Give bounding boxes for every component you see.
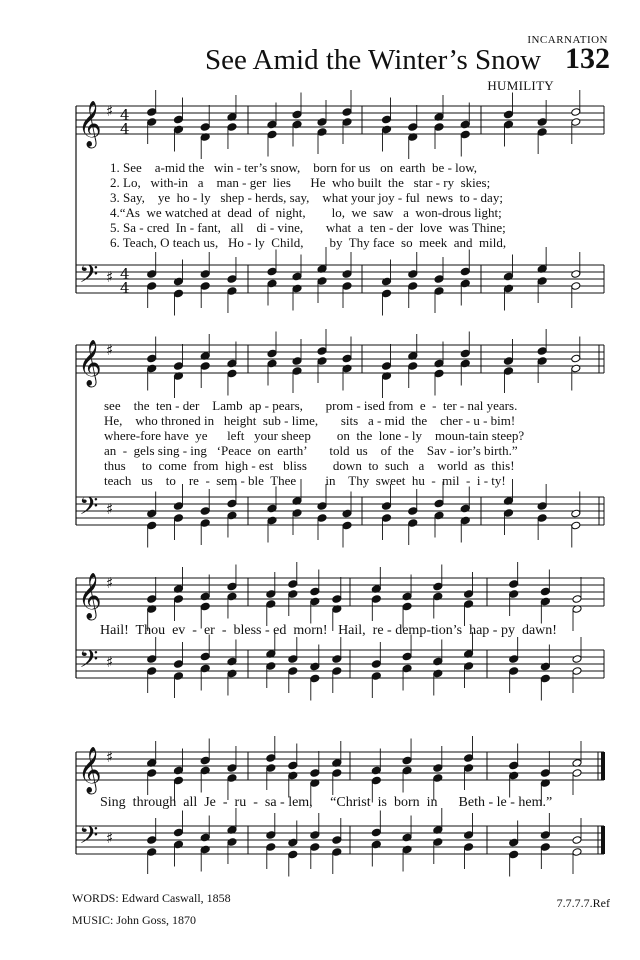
notehead: [381, 289, 391, 298]
notehead: [173, 514, 183, 523]
verse-line: see the ten - der Lamb ap - pears, prom - ised from e - ter - nal years.: [104, 398, 518, 413]
notehead: [464, 764, 474, 773]
notehead: [288, 761, 298, 770]
notehead: [292, 509, 302, 518]
notehead: [332, 848, 342, 857]
notehead: [200, 833, 210, 842]
notehead: [540, 662, 550, 671]
notehead: [317, 277, 327, 286]
notehead: [147, 667, 157, 676]
notehead: [509, 590, 519, 599]
notehead: [433, 657, 443, 666]
notehead: [509, 580, 519, 589]
notehead: [147, 108, 157, 117]
notehead: [310, 674, 320, 683]
notehead: [371, 595, 381, 604]
notehead: [173, 125, 183, 134]
notehead: [292, 110, 302, 119]
notehead: [408, 123, 418, 132]
notehead: [227, 359, 237, 368]
notehead: [288, 771, 298, 780]
notehead: [200, 282, 210, 291]
notehead: [317, 118, 327, 127]
notehead: [317, 347, 327, 356]
notehead: [371, 660, 381, 669]
notehead: [147, 354, 157, 363]
notehead: [227, 657, 237, 666]
notehead: [310, 769, 320, 778]
notehead: [200, 519, 210, 528]
notehead: [540, 831, 550, 840]
notehead: [317, 128, 327, 137]
notehead: [503, 284, 513, 293]
notehead: [433, 592, 443, 601]
notehead: [381, 362, 391, 371]
notehead: [227, 511, 237, 520]
notehead: [288, 580, 298, 589]
notehead: [572, 655, 582, 664]
notehead: [317, 514, 327, 523]
notehead: [267, 359, 277, 368]
notehead: [173, 115, 183, 124]
notehead: [173, 776, 183, 785]
notehead: [200, 652, 210, 661]
notehead: [266, 600, 276, 609]
notehead: [537, 128, 547, 137]
notehead: [310, 587, 320, 596]
treble-clef-icon: 𝄞: [78, 340, 102, 386]
notehead: [200, 766, 210, 775]
notehead: [460, 120, 470, 129]
notehead: [147, 655, 157, 664]
verse-line: an - gels sing - ing ‘Peace on earth’ told us of the Sav - ior’s birth.”: [104, 443, 518, 458]
notehead: [227, 582, 237, 591]
notehead: [227, 774, 237, 783]
notehead: [147, 595, 157, 604]
notehead: [288, 655, 298, 664]
notehead: [147, 848, 157, 857]
time-signature-4-4: 4: [120, 279, 130, 297]
notehead: [147, 509, 157, 518]
notehead: [292, 284, 302, 293]
notehead: [540, 597, 550, 606]
notehead: [402, 833, 412, 842]
notehead: [381, 125, 391, 134]
notehead: [572, 667, 582, 676]
notehead: [310, 597, 320, 606]
notehead: [267, 279, 277, 288]
notehead: [571, 118, 581, 127]
notehead: [408, 519, 418, 528]
notehead: [540, 674, 550, 683]
notehead: [503, 120, 513, 129]
notehead: [460, 267, 470, 276]
notehead: [292, 272, 302, 281]
refrain-line: Sing through all Je - ru - sa - lem, “Christ is born in Beth - le - hem.”: [100, 795, 553, 810]
notehead: [227, 669, 237, 678]
notehead: [227, 275, 237, 284]
notehead: [310, 831, 320, 840]
notehead: [227, 123, 237, 132]
notehead: [408, 282, 418, 291]
notehead: [460, 516, 470, 525]
notehead: [509, 850, 519, 859]
notehead: [571, 509, 581, 518]
notehead: [433, 774, 443, 783]
notehead: [408, 270, 418, 279]
notehead: [267, 349, 277, 358]
notehead: [342, 270, 352, 279]
sharp-icon: ♯: [106, 574, 114, 592]
notehead: [173, 289, 183, 298]
notehead: [464, 843, 474, 852]
notehead: [381, 514, 391, 523]
bass-clef-icon: 𝄢: [79, 645, 99, 680]
notehead: [537, 118, 547, 127]
notehead: [433, 838, 443, 847]
notehead: [571, 282, 581, 291]
notehead: [503, 110, 513, 119]
notehead: [503, 509, 513, 518]
notehead: [288, 838, 298, 847]
notehead: [227, 499, 237, 508]
notehead: [371, 672, 381, 681]
sharp-icon: ♯: [106, 268, 114, 286]
notehead: [310, 843, 320, 852]
notehead: [292, 357, 302, 366]
notehead: [434, 511, 444, 520]
notehead: [371, 766, 381, 775]
sharp-icon: ♯: [106, 102, 114, 120]
notehead: [464, 754, 474, 763]
time-signature-4-4: 4: [120, 265, 130, 283]
notehead: [267, 516, 277, 525]
hymn-title: See Amid the Winter’s Snow: [205, 44, 542, 76]
notehead: [540, 769, 550, 778]
music-credit: MUSIC: John Goss, 1870: [72, 913, 197, 927]
notehead: [173, 828, 183, 837]
verse-line: 4.“As we watched at dead of night, lo, we saw a won-drous light;: [110, 205, 502, 220]
notehead: [173, 660, 183, 669]
notehead: [460, 359, 470, 368]
notehead: [227, 287, 237, 296]
notehead: [267, 267, 277, 276]
notehead: [434, 369, 444, 378]
notehead: [173, 840, 183, 849]
notehead: [266, 662, 276, 671]
notehead: [371, 776, 381, 785]
notehead: [342, 509, 352, 518]
notehead: [288, 850, 298, 859]
notehead: [310, 662, 320, 671]
verse-line: 5. Sa - cred In - fant, all di - vine, what a ten - der love was Thine;: [110, 220, 506, 235]
notehead: [317, 357, 327, 366]
notehead: [460, 504, 470, 513]
notehead: [342, 108, 352, 117]
notehead: [381, 502, 391, 511]
notehead: [537, 277, 547, 286]
notehead: [408, 362, 418, 371]
notehead: [572, 769, 582, 778]
notehead: [147, 836, 157, 845]
notehead: [402, 845, 412, 854]
sharp-icon: ♯: [106, 748, 114, 766]
notehead: [503, 272, 513, 281]
notehead: [509, 761, 519, 770]
notehead: [540, 843, 550, 852]
notehead: [537, 357, 547, 366]
notehead: [464, 600, 474, 609]
treble-clef-icon: 𝄞: [78, 101, 102, 147]
verse-line: 1. See a-mid the win - ter’s snow, born for us on earth be - low,: [110, 160, 478, 175]
verse-line: teach us to re - sem - ble Thee in Thy sweet hu - mil - i - ty!: [104, 473, 506, 488]
treble-clef-icon: 𝄞: [78, 573, 102, 619]
sharp-icon: ♯: [106, 829, 114, 847]
verse-line: thus to come from high - est bliss down to such a world as this!: [104, 458, 515, 473]
notehead: [266, 831, 276, 840]
notehead: [317, 502, 327, 511]
notehead: [200, 270, 210, 279]
notehead: [332, 667, 342, 676]
notehead: [540, 587, 550, 596]
verse-line: 3. Say, ye ho - ly shep - herds, say, what your joy - ful news to - day;: [110, 190, 503, 205]
notehead: [509, 771, 519, 780]
notehead: [292, 367, 302, 376]
notehead: [173, 362, 183, 371]
bass-clef-icon: 𝄢: [79, 821, 99, 856]
notehead: [332, 655, 342, 664]
notehead: [147, 118, 157, 127]
notehead: [371, 828, 381, 837]
notehead: [509, 655, 519, 664]
notehead: [288, 667, 298, 676]
notehead: [537, 514, 547, 523]
notehead: [227, 592, 237, 601]
verse-line: 2. Lo, with-in a man - ger lies He who built the star - ry skies;: [110, 175, 491, 190]
notehead: [173, 277, 183, 286]
notehead: [342, 364, 352, 373]
notehead: [571, 521, 581, 530]
notehead: [292, 120, 302, 129]
notehead: [503, 367, 513, 376]
notehead: [342, 354, 352, 363]
notehead: [571, 354, 581, 363]
notehead: [266, 590, 276, 599]
notehead: [173, 672, 183, 681]
notehead: [434, 287, 444, 296]
notehead: [227, 764, 237, 773]
notehead: [537, 502, 547, 511]
notehead: [173, 502, 183, 511]
verse-line: 6. Teach, O teach us, Ho - ly Child, by Thy face so meek and mild,: [110, 235, 507, 250]
notehead: [402, 652, 412, 661]
notehead: [460, 130, 470, 139]
notehead: [571, 270, 581, 279]
notehead: [402, 602, 412, 611]
notehead: [402, 664, 412, 673]
notehead: [266, 754, 276, 763]
bass-clef-icon: 𝄢: [79, 260, 99, 295]
notehead: [266, 843, 276, 852]
notehead: [433, 764, 443, 773]
notehead: [572, 595, 582, 604]
notehead: [147, 282, 157, 291]
notehead: [402, 592, 412, 601]
notehead: [402, 766, 412, 775]
notehead: [288, 590, 298, 599]
category-label: INCARNATION: [527, 34, 608, 46]
notehead: [381, 277, 391, 286]
notehead: [371, 840, 381, 849]
notehead: [342, 118, 352, 127]
notehead: [434, 499, 444, 508]
notehead: [147, 270, 157, 279]
notehead: [147, 364, 157, 373]
notehead: [173, 595, 183, 604]
notehead: [227, 369, 237, 378]
notehead: [460, 349, 470, 358]
notehead: [503, 357, 513, 366]
notehead: [434, 275, 444, 284]
notehead: [572, 836, 582, 845]
notehead: [200, 592, 210, 601]
notehead: [572, 848, 582, 857]
notehead: [434, 359, 444, 368]
notehead: [147, 769, 157, 778]
sharp-icon: ♯: [106, 500, 114, 518]
words-credit: WORDS: Edward Caswall, 1858: [72, 891, 231, 905]
notehead: [267, 504, 277, 513]
tune-name: HUMILITY: [487, 78, 554, 93]
notehead: [332, 595, 342, 604]
notehead: [433, 582, 443, 591]
notehead: [200, 507, 210, 516]
time-signature-4-4: 4: [120, 106, 130, 124]
notehead: [267, 130, 277, 139]
bass-clef-icon: 𝄢: [79, 492, 99, 527]
notehead: [509, 838, 519, 847]
notehead: [433, 669, 443, 678]
sharp-icon: ♯: [106, 341, 114, 359]
notehead: [332, 769, 342, 778]
notehead: [332, 836, 342, 845]
notehead: [464, 662, 474, 671]
notehead: [200, 756, 210, 765]
notehead: [342, 282, 352, 291]
notehead: [200, 362, 210, 371]
notehead: [342, 521, 352, 530]
notehead: [408, 507, 418, 516]
notehead: [200, 845, 210, 854]
notehead: [200, 123, 210, 132]
time-signature-4-4: 4: [120, 120, 130, 138]
notehead: [509, 667, 519, 676]
notehead: [434, 123, 444, 132]
hymn-number: 132: [565, 42, 610, 75]
notehead: [402, 756, 412, 765]
notehead: [464, 590, 474, 599]
notehead: [147, 521, 157, 530]
notehead: [537, 347, 547, 356]
notehead: [267, 120, 277, 129]
verse-line: He, who throned in height sub - lime, sits a - mid the cher - u - bim!: [104, 413, 516, 428]
treble-clef-icon: 𝄞: [78, 747, 102, 793]
sharp-icon: ♯: [106, 653, 114, 671]
notehead: [571, 108, 581, 117]
notehead: [173, 766, 183, 775]
notehead: [227, 838, 237, 847]
notehead: [200, 602, 210, 611]
notehead: [381, 115, 391, 124]
refrain-line: Hail! Thou ev - er - bless - ed morn! Hail, re - demp-tion’s hap - py dawn!: [100, 623, 557, 638]
notehead: [460, 279, 470, 288]
meter-label: 7.7.7.7.Ref: [556, 896, 610, 910]
notehead: [266, 764, 276, 773]
notehead: [571, 364, 581, 373]
verse-line: where-fore have ye left your sheep on the lone - ly moun-tain steep?: [104, 428, 525, 443]
notehead: [200, 664, 210, 673]
notehead: [464, 831, 474, 840]
